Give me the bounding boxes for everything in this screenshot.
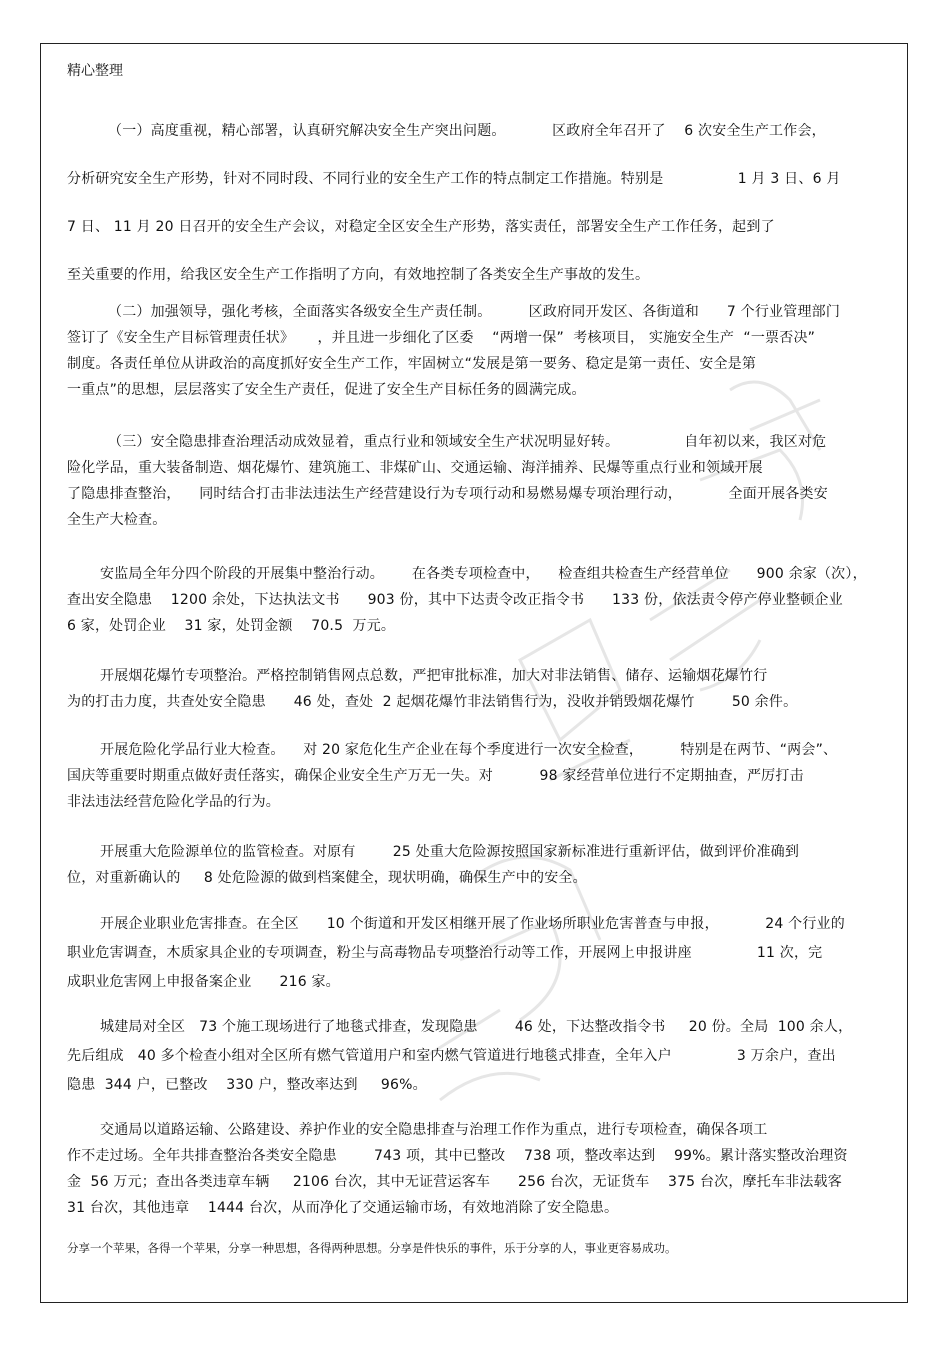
text-line: 全生产大检查。 <box>67 512 167 528</box>
text-line: 城建局对全区 73 个施工现场进行了地毯式排查，发现隐患 46 处，下达整改指令书 20 份。全局 100 余人， <box>100 1019 853 1035</box>
text-line: 开展企业职业危害排查。在全区 10 个街道和开发区相继开展了作业场所职业危害普查与申报， 24 个行业的 <box>100 916 845 932</box>
header-label: 精心整理 <box>67 63 123 79</box>
text-line: 签订了《安全生产目标管理责任状》 ，并且进一步细化了区委 “两增一保” 考核项目， 实施安全生产 “一票否决” <box>67 330 816 346</box>
text-line: 开展烟花爆竹专项整治。严格控制销售网点总数，严把审批标准，加大对非法销售、储存、运输烟花爆竹行 <box>100 668 768 684</box>
footer-quote: 分享一个苹果，各得一个苹果，分享一种思想，各得两种思想。分享是件快乐的事件，乐于分享的人，事业更容易成功。 <box>67 1241 677 1255</box>
text-line: 为的打击力度，共查处安全隐患 46 处，查处 2 起烟花爆竹非法销售行为，没收并销毁烟花爆竹 50 余件。 <box>67 694 798 710</box>
text-line: 位，对重新确认的 8 处危险源的做到档案健全，现状明确，确保生产中的安全。 <box>67 870 587 886</box>
text-line: （三）安全隐患排查治理活动成效显着，重点行业和领域安全生产状况明显好转。 自年初以来，我区对危 <box>108 434 827 450</box>
text-line: 6 家，处罚企业 31 家，处罚金额 70.5 万元。 <box>67 618 396 634</box>
text-line: 开展重大危险源单位的监管检查。对原有 25 处重大危险源按照国家新标准进行重新评估，做到评价准确到 <box>100 844 800 860</box>
text-line: 交通局以道路运输、公路建设、养护作业的安全隐患排查与治理工作作为重点，进行专项检查，确保各项工 <box>100 1122 768 1138</box>
text-line: 成职业危害网上申报备案企业 216 家。 <box>67 974 340 990</box>
text-line: 金 56 万元；查出各类违章车辆 2106 台次，其中无证营运客车 256 台次，无证货车 375 台次，摩托车非法载客 <box>67 1174 842 1190</box>
text-line: （二）加强领导，强化考核，全面落实各级安全生产责任制。 区政府同开发区、各街道和 7 个行业管理部门 <box>108 304 841 320</box>
text-line: （一）高度重视，精心部署，认真研究解决安全生产突出问题。 区政府全年召开了 6 次安全生产工作会， <box>108 123 826 139</box>
text-line: 查出安全隐患 1200 余处，下达执法文书 903 份，其中下达责令改正指令书 133 份，依法责令停产停业整顿企业 <box>67 592 843 608</box>
text-line: 分析研究安全生产形势，针对不同时段、不同行业的安全生产工作的特点制定工作措施。特别是 1 月 3 日、6 月 <box>67 171 841 187</box>
text-line: 非法违法经营危险化学品的行为。 <box>67 794 280 810</box>
text-line: 险化学品，重大装备制造、烟花爆竹、建筑施工、非煤矿山、交通运输、海洋捕养、民爆等重点行业和领域开展 <box>67 460 763 476</box>
text-line: 开展危险化学品行业大检查。 对 20 家危化生产企业在每个季度进行一次安全检查， 特别是在两节、“两会”、 <box>100 742 838 758</box>
text-line: 先后组成 40 多个检查小组对全区所有燃气管道用户和室内燃气管道进行地毯式排查，全年入户 3 万余户，查出 <box>67 1048 836 1064</box>
text-line: 作不走过场。全年共排查整治各类安全隐患 743 项，其中已整改 738 项，整改率达到 99%。累计落实整改治理资 <box>67 1148 848 1164</box>
text-line: 7 日、 11 月 20 日召开的安全生产会议，对稳定全区安全生产形势，落实责任，部署安全生产工作任务，起到了 <box>67 219 775 235</box>
text-line: 一重点”的思想，层层落实了安全生产责任，促进了安全生产目标任务的圆满完成。 <box>67 382 586 398</box>
text-line: 隐患 344 户，已整改 330 户，整改率达到 96%。 <box>67 1077 427 1093</box>
text-line: 制度。各责任单位从讲政治的高度抓好安全生产工作，牢固树立“发展是第一要务、稳定是第一责任、安全是第 <box>67 356 757 372</box>
text-line: 安监局全年分四个阶段的开展集中整治行动。 在各类专项检查中， 检查组共检查生产经营单位 900 余家（次）， <box>100 566 867 582</box>
text-line: 31 台次，其他违章 1444 台次，从而净化了交通运输市场，有效地消除了安全隐患。 <box>67 1200 619 1216</box>
text-line: 职业危害调查，木质家具企业的专项调查，粉尘与高毒物品专项整治行动等工作，开展网上申报讲座 11 次，完 <box>67 945 823 961</box>
text-line: 了隐患排查整治， 同时结合打击非法违法生产经营建设行为专项行动和易燃易爆专项治理行动， 全面开展各类安 <box>67 486 828 502</box>
text-line: 国庆等重要时期重点做好责任落实，确保企业安全生产万无一失。对 98 家经营单位进行不定期抽查，严厉打击 <box>67 768 804 784</box>
text-line: 至关重要的作用，给我区安全生产工作指明了方向，有效地控制了各类安全生产事故的发生。 <box>67 267 650 283</box>
